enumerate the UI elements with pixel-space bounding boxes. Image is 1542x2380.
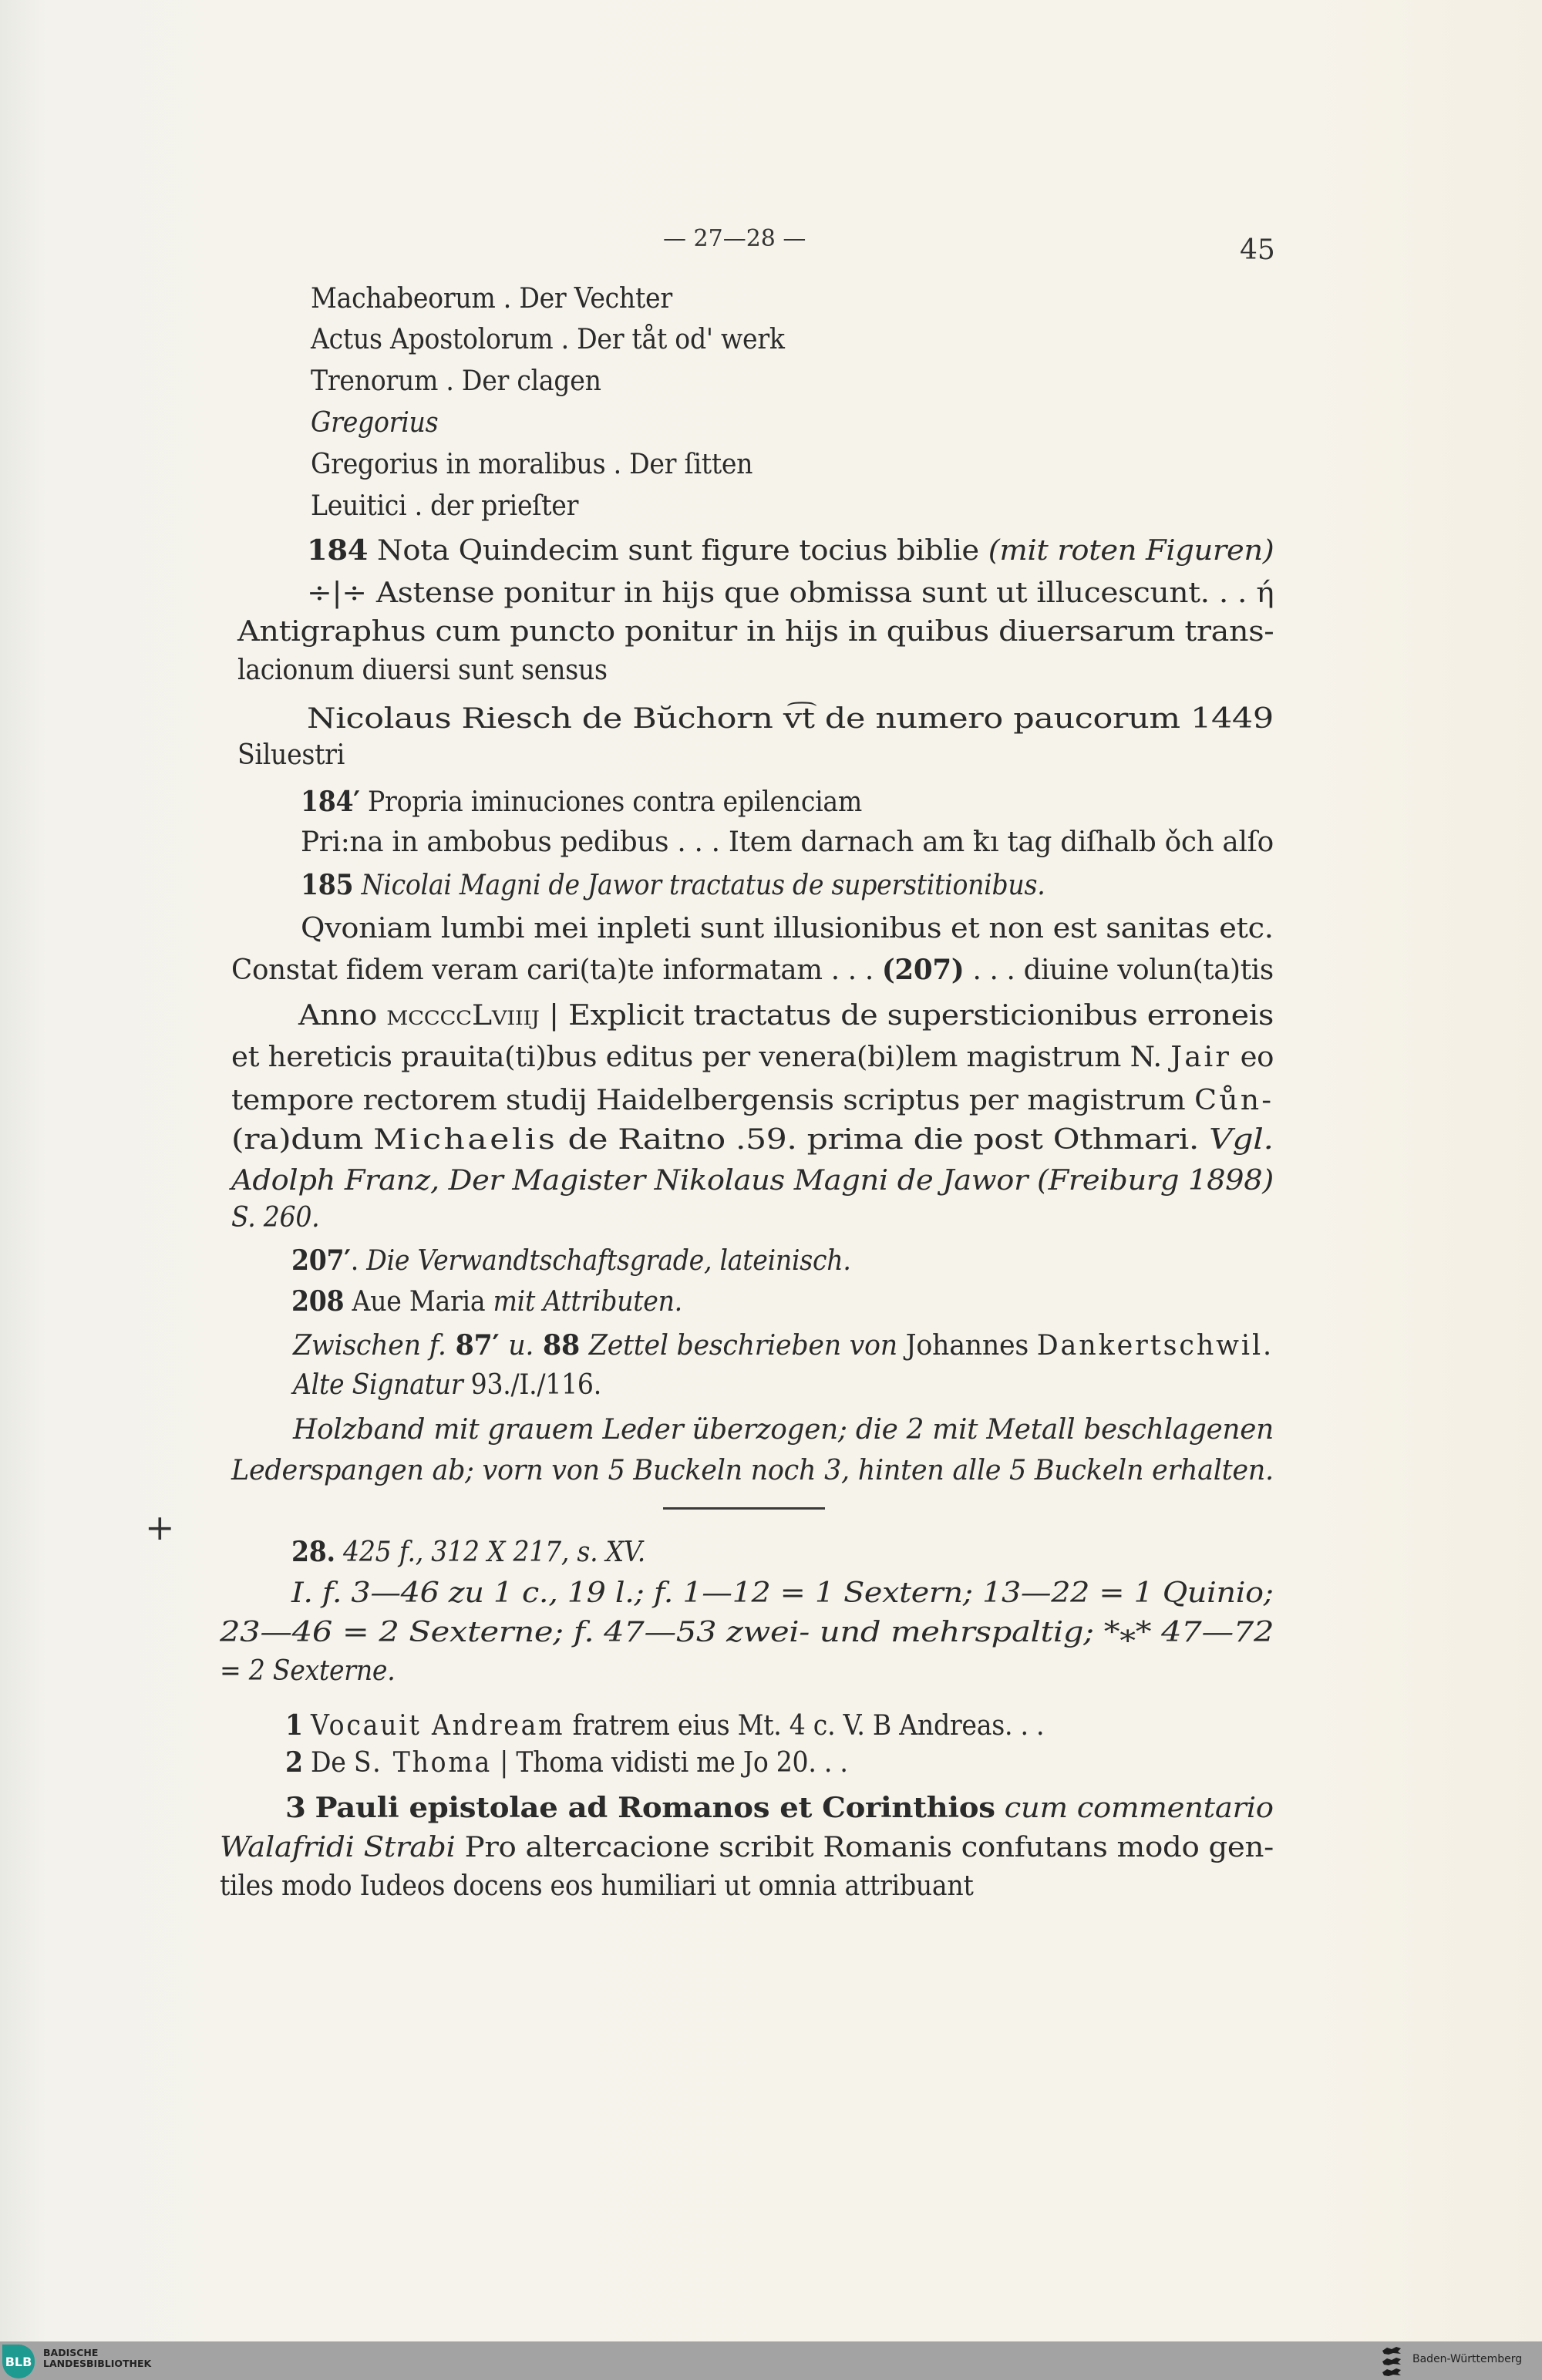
text-line: [307, 577, 1274, 611]
spacer: [995, 1793, 1005, 1824]
text-line: [311, 365, 601, 399]
line-text: | Thoma vidisti me Jo 20. . .: [492, 1747, 848, 1779]
line-text: Pro altercacione scribit Romanis confutans modo gen-: [455, 1832, 1274, 1863]
line-text: Actus Apostolorum . Der tåt od' werk: [311, 324, 785, 355]
line-text: Aue Maria: [344, 1286, 493, 1318]
line-text: Holzband mit grauem Leder überzogen; die 2 mit Metall beschlagenen: [293, 1414, 1274, 1446]
line-text: I. f. 3—46 zu 1 c., 19 l.; f. 1—12 = 1 Sextern; 13—22 = 1 Quinio;: [291, 1577, 1274, 1609]
text-line: [301, 912, 1274, 946]
binding-description: [293, 1413, 1274, 1447]
line-text: lacionum diuersi sunt sensus: [237, 655, 608, 686]
line-text: Gregorius: [311, 407, 439, 439]
line-text: Anno: [298, 1000, 387, 1032]
text-line: [231, 1201, 319, 1235]
folio-reference: (207): [881, 954, 965, 986]
editorial-note: cum commentario: [1004, 1793, 1274, 1824]
entry-number: 1: [285, 1709, 303, 1742]
entry-number: 3: [285, 1792, 306, 1824]
library-name-line2: LANDESBIBLIOTHEK: [43, 2358, 152, 2369]
line-text: fratrem eius Mt. 4 c. V. B Andreas. . .: [564, 1710, 1045, 1742]
folio-reference: 88: [534, 1329, 589, 1362]
text-line: [301, 826, 1274, 860]
line-text: Propria iminuciones contra epilenciam: [359, 786, 863, 818]
binding-description: [231, 1454, 1274, 1488]
line-text: Zwischen f.: [293, 1330, 446, 1362]
label: Alte Signatur: [293, 1369, 463, 1401]
obelus-symbol-icon: ÷|÷: [307, 577, 367, 609]
line-text: Zettel beschrieben von: [588, 1330, 897, 1362]
line-text: 23—46 = 2 Sexterne; f. 47—53 zwei- und mehrspaltig;: [220, 1617, 1104, 1648]
line-text: S. 260.: [231, 1202, 320, 1234]
text-line: [231, 953, 1274, 988]
collation-line: [220, 1655, 395, 1688]
line-text: de Raitno .59. prima die post Othmari.: [557, 1124, 1210, 1156]
abbreviation-mark: ή: [1256, 577, 1274, 609]
entry-number: 185: [301, 869, 354, 901]
spacer: [306, 1793, 315, 1824]
line-text: Vgl.: [1209, 1124, 1274, 1156]
library-name[interactable]: [43, 2348, 151, 2369]
line-text: et hereticis prauita(ti)bus editus per venera(bi)lem magistrum N.: [231, 1042, 1171, 1073]
entry-number: 207′: [291, 1244, 351, 1277]
line-text: 47—72: [1151, 1617, 1274, 1648]
collation-line: [291, 1577, 1274, 1611]
spacer: [363, 1124, 373, 1156]
catalog-entry-1: [285, 1708, 1044, 1743]
line-text: Astense ponitur in hijs que obmissa sunt ut illucescunt. . .: [366, 577, 1257, 609]
text-line: [311, 323, 785, 357]
line-text: Adolph Franz, Der Magister Nikolaus Magni de Jawor (Freiburg 1898): [231, 1165, 1274, 1197]
text-line: [237, 654, 608, 688]
text-line: [298, 999, 1274, 1033]
line-text: Leuitici . der prieſter: [311, 490, 579, 522]
line-text: (ra)dum: [231, 1124, 363, 1156]
line-text: = 2 Sexterne.: [220, 1655, 396, 1687]
entry-number: 208: [291, 1285, 345, 1318]
catalog-entry-3: [285, 1791, 1274, 1826]
footer-bar: [0, 2341, 1542, 2380]
entry-number: 184′: [301, 786, 360, 818]
line-text: tiles modo Iudeos docens eos humiliari ut omnia attribuant: [220, 1870, 974, 1902]
text-line: [311, 490, 578, 523]
editorial-note: mit Attributen.: [493, 1286, 682, 1318]
line-text: de numero paucorum 1449: [814, 703, 1274, 735]
text-line: [307, 702, 1274, 736]
spaced-name: Dankertschwil.: [1036, 1330, 1274, 1362]
page-number: 45: [1240, 234, 1275, 266]
spaced-name: Vocauit Andream: [311, 1710, 565, 1742]
catalog-entry-207-prime: [291, 1244, 851, 1278]
section-divider: [663, 1507, 825, 1510]
line-text: . . . diuine volun(ta)tis: [964, 954, 1274, 986]
text-line: [231, 1041, 1274, 1075]
catalog-entry-185: [301, 868, 1045, 903]
text-line: [231, 1123, 1274, 1157]
catalog-entry-208: [291, 1284, 682, 1319]
line-text: | Explicit tractatus de supersticionibus erroneis: [539, 1000, 1274, 1032]
library-name-line1: BADISCHE: [43, 2347, 99, 2358]
bibliographic-reference: [231, 1164, 1274, 1198]
work-title: Pauli epistolae ad Romanos et Corinthios: [315, 1792, 995, 1824]
line-text: tempore rectorem studij Haidelbergensis scriptus per magistrum: [231, 1085, 1195, 1116]
text-line: [293, 1328, 1274, 1363]
line-text: Qvoniam lumbi mei inpleti sunt illusionibus et non est sanitas etc.: [301, 913, 1274, 944]
editorial-note: (mit roten Figuren): [988, 535, 1274, 567]
asterism-icon: *⁎*: [1103, 1617, 1152, 1648]
line-text: u.: [508, 1330, 534, 1362]
line-text: Antigraphus cum puncto ponitur in hijs in quibus diuersarum trans-: [237, 616, 1274, 648]
spaced-name: Michaelis: [373, 1124, 558, 1156]
text-line: [231, 1084, 1274, 1118]
text-line: [220, 1870, 973, 1904]
line-text: Johannes: [897, 1330, 1037, 1362]
author-name: Walafridi Strabi: [220, 1832, 456, 1863]
line-text: Nota Quindecim sunt figure tocius biblie: [368, 535, 988, 567]
text-line: [311, 282, 672, 316]
cross-mark-icon: +: [145, 1506, 175, 1548]
roman-year: mccccLviiij: [386, 1000, 540, 1032]
numeral-glyph: ꝁı: [973, 826, 999, 858]
blb-logo-icon[interactable]: BLB: [2, 2345, 35, 2378]
collation-line: [220, 1616, 1274, 1650]
catalog-entry-2: [285, 1745, 848, 1780]
work-title: Nicolai Magni de Jawor tractatus de superstitionibus.: [361, 870, 1045, 901]
line-text: Constat fidem veram cari(ta)te informatam . . .: [231, 954, 882, 986]
catalog-entry-184: [307, 534, 1274, 568]
text-line: [311, 406, 438, 440]
line-text: tag diſhalb ǒch alſo: [998, 826, 1274, 858]
entry-number: 2: [285, 1746, 303, 1779]
spaced-name: Jair: [1170, 1042, 1232, 1073]
text-line: [237, 739, 345, 773]
line-text: Trenorum . Der clagen: [311, 365, 601, 397]
spacer: [303, 1710, 311, 1742]
spaced-name: S. Thoma: [353, 1747, 493, 1779]
entry-number: 184: [307, 534, 369, 567]
editorial-note: Die Verwandtschaftsgrade, lateinisch.: [366, 1245, 851, 1277]
line-text: Nicolaus Riesch de Bŭchorn: [307, 703, 783, 735]
spacer: [335, 1537, 343, 1568]
running-title: — 27—28 —: [663, 225, 806, 252]
baden-wuerttemberg-lions-icon: [1381, 2344, 1402, 2378]
spaced-name: Cůn-: [1194, 1085, 1274, 1116]
catalog-entry-184-prime: [301, 785, 862, 820]
old-shelfmark: [293, 1368, 601, 1402]
manuscript-description: 425 f., 312 X 217, s. XV.: [343, 1537, 645, 1568]
text-line: [237, 615, 1274, 649]
line-text: De: [302, 1747, 354, 1779]
spacer: [353, 870, 361, 901]
manuscript-heading-28: [291, 1535, 645, 1570]
folio-reference: 87′: [446, 1329, 509, 1362]
line-text: Pri:na in ambobus pedibus . . . Item darnach am: [301, 826, 974, 858]
line-text: Lederspangen ab; vorn von 5 Buckeln noch 3, hinten alle 5 Buckeln erhalten.: [231, 1455, 1274, 1486]
line-text: Siluestri: [237, 739, 345, 771]
abbreviation-vt: v͡t: [783, 703, 815, 735]
line-text: Gregorius in moralibus . Der ſitten: [311, 449, 753, 480]
text-line: [220, 1831, 1274, 1865]
text-line: [311, 448, 752, 482]
separator: .: [350, 1245, 367, 1277]
manuscript-number: 28.: [291, 1536, 335, 1568]
state-name[interactable]: Baden-Württemberg: [1412, 2353, 1523, 2365]
line-text: Machabeorum . Der Vechter: [311, 283, 672, 315]
line-text: eo: [1231, 1042, 1274, 1073]
shelfmark-value: 93./I./116.: [463, 1369, 601, 1401]
